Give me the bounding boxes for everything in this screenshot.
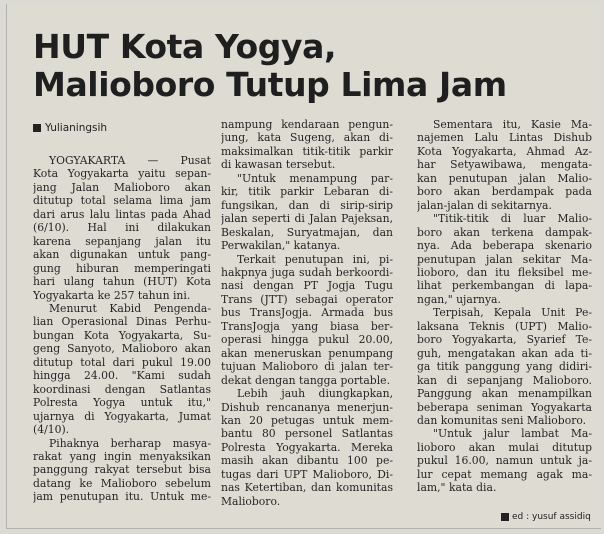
byline-author: Yulianingsih: [45, 122, 108, 134]
article-line: Polresta Yogya untuk itu,": [33, 396, 211, 410]
article-line: Menurut Kabid Pengenda-: [49, 301, 211, 315]
article-line: jalan-jalan di sekitarnya.: [417, 198, 552, 212]
article-line: Kota Yogyakarta yaitu sepan-: [33, 167, 211, 181]
article-line: lioboro, dan itu fleksibel me-: [417, 265, 592, 279]
article-line: nya. Ada beberapa skenario: [417, 239, 592, 253]
article-line: bantu 80 personel Satlantas: [221, 427, 393, 441]
article-line: (4/10).: [33, 423, 70, 437]
article-line: Terpisah, Kepala Unit Pe-: [433, 306, 592, 320]
article-line: gung hiburan memperingati: [33, 261, 211, 275]
article-line: nasi dengan PT Jogja Tugu: [221, 279, 393, 293]
article-line: dan komunitas seni Malioboro.: [417, 413, 587, 427]
article-line: hingga 24.00. "Kami sudah: [33, 369, 211, 383]
article-line: lihat perkembangan di lapa-: [417, 279, 592, 293]
article-line: maksimalkan titik-titik parkir: [221, 144, 393, 158]
article-line: penutupan jalan sekitar Ma-: [417, 252, 592, 266]
article-line: ditutup total dari pukul 19.00: [33, 355, 211, 369]
article-line: (6/10). Hal ini dilakukan: [33, 221, 211, 235]
article-line: boro akan berdampak pada: [417, 185, 592, 199]
article-line: Terkait penutupan ini, pi-: [237, 252, 393, 266]
article-line: Kota Yogyakarta, Ahmad Az-: [417, 144, 592, 158]
article-line: operasi hingga pukul 20.00,: [221, 333, 393, 347]
article-line: datang ke Malioboro sebelum: [33, 476, 211, 490]
article-line: jang Jalan Malioboro akan: [33, 180, 211, 194]
article-line: dekat dengan tangga portable.: [221, 373, 390, 387]
article-line: karena sepanjang jalan itu: [33, 234, 211, 248]
article-line: dari arus lalu lintas pada Ahad: [33, 207, 211, 221]
article-line: ngan," ujarnya.: [417, 292, 501, 306]
headline: [33, 28, 593, 104]
article-line: Lebih jauh diungkapkan,: [237, 387, 393, 401]
article-line: har Setyawibawa, mengata-: [417, 158, 592, 172]
article-line: ditutup total selama lima jam: [33, 194, 211, 208]
byline: [33, 122, 213, 134]
article-line: geng Sanyoto, Malioboro akan: [33, 342, 211, 356]
article-line: Panggung akan menampilkan: [417, 387, 592, 401]
headline-line-1: HUT Kota Yogya,: [33, 27, 337, 66]
article-line: beberapa seniman Yogyakarta: [417, 400, 592, 414]
article-line: lian Operasional Dinas Perhu-: [33, 315, 211, 329]
article-line: Polresta Yogyakarta. Mereka: [221, 440, 393, 454]
article-line: Perwakilan," katanya.: [221, 239, 341, 253]
article-line: nampung kendaraan pengun-: [221, 118, 393, 131]
article-line: Beskalan, Suryatmajan, dan: [221, 225, 393, 239]
article-line: bus TransJogja. Armada bus: [221, 306, 393, 320]
article-line: hakpnya juga sudah berkoordi-: [221, 265, 393, 279]
article-line: "Untuk menampung par-: [237, 171, 393, 185]
article-line: lur cepat memang agak ma-: [417, 467, 592, 481]
article-line: ujarnya di Yogyakarta, Jumat: [33, 409, 211, 423]
article-line: lam," kata dia.: [417, 481, 497, 495]
article-line: jalan seperti di Jalan Pajeksan,: [221, 212, 393, 226]
article-line: TransJogja yang biasa ber-: [221, 319, 393, 333]
article-line: kan 20 petugas untuk mem-: [221, 413, 393, 427]
article-line: ga titik panggung yang didiri-: [417, 360, 592, 374]
article-line: nas Ketertiban, dan komunitas: [221, 481, 393, 495]
article-column-2: [221, 118, 393, 508]
article-column-3: [417, 118, 592, 495]
article-line: Pihaknya berharap masya-: [49, 436, 211, 450]
article-line: YOGYAKARTA — Pusat: [49, 154, 211, 167]
article-line: panggung rakyat tersebut bisa: [33, 463, 211, 477]
editor-credit: [501, 512, 591, 522]
article-line: "Titik-titik di luar Malio-: [433, 212, 592, 226]
article-line: fungsikan, dan di sirip-sirip: [221, 198, 393, 212]
article-column-1: [33, 154, 211, 504]
newspaper-clipping: [6, 4, 601, 529]
article-line: hari ulang tahun (HUT) Kota: [33, 275, 211, 289]
article-line: akan digunakan untuk pang-: [33, 248, 211, 262]
editor-credit-text: ed : yusuf assidiq: [512, 512, 591, 522]
article-line: lioboro akan mulai ditutup: [417, 440, 592, 454]
article-line: Trans (JTT) sebagai operator: [221, 292, 393, 306]
article-line: guh, mengatakan akan ada ti-: [417, 346, 592, 360]
article-line: Sementara itu, Kasie Ma-: [433, 118, 592, 131]
article-line: Yogyakarta ke 257 tahun ini.: [33, 288, 191, 302]
article-line: boro akan terkena dampak-: [417, 225, 592, 239]
article-line: kir, titik parkir Lebaran di-: [221, 185, 393, 199]
headline-line-2: Malioboro Tutup Lima Jam: [33, 65, 507, 104]
article-line: masih akan dibantu 100 pe-: [221, 454, 393, 468]
article-line: bungan Kota Yogyakarta, Su-: [33, 328, 211, 342]
article-line: tujuan Malioboro di jalan ter-: [221, 360, 393, 374]
article-line: pukul 16.00, namun untuk ja-: [417, 454, 592, 468]
article-line: rakat yang ingin menyaksikan: [33, 449, 211, 463]
credit-square-icon: [501, 513, 509, 521]
article-line: Dishub rencananya menerjun-: [221, 400, 393, 414]
article-line: di kawasan tersebut.: [221, 158, 336, 172]
article-line: laksana Teknis (UPT) Malio-: [417, 319, 592, 333]
article-line: boro Yogyakarta, Syarief Te-: [417, 333, 592, 347]
article-line: kan penutupan jalan Malio-: [417, 171, 592, 185]
article-line: kan di sepanjang Malioboro.: [417, 373, 592, 387]
article-line: jung, kata Sugeng, akan di-: [221, 131, 393, 145]
article-line: tugas dari UPT Malioboro, Di-: [221, 467, 393, 481]
article-line: jam penutupan itu. Untuk me-: [33, 490, 211, 504]
article-line: akan meneruskan penumpang: [221, 346, 393, 360]
article-line: najemen Lalu Lintas Dishub: [417, 131, 592, 145]
article-line: Malioboro.: [221, 494, 281, 508]
article-line: "Untuk jalur lambat Ma-: [433, 427, 592, 441]
article-line: koordinasi dengan Satlantas: [33, 382, 211, 396]
byline-square-icon: [33, 124, 41, 132]
